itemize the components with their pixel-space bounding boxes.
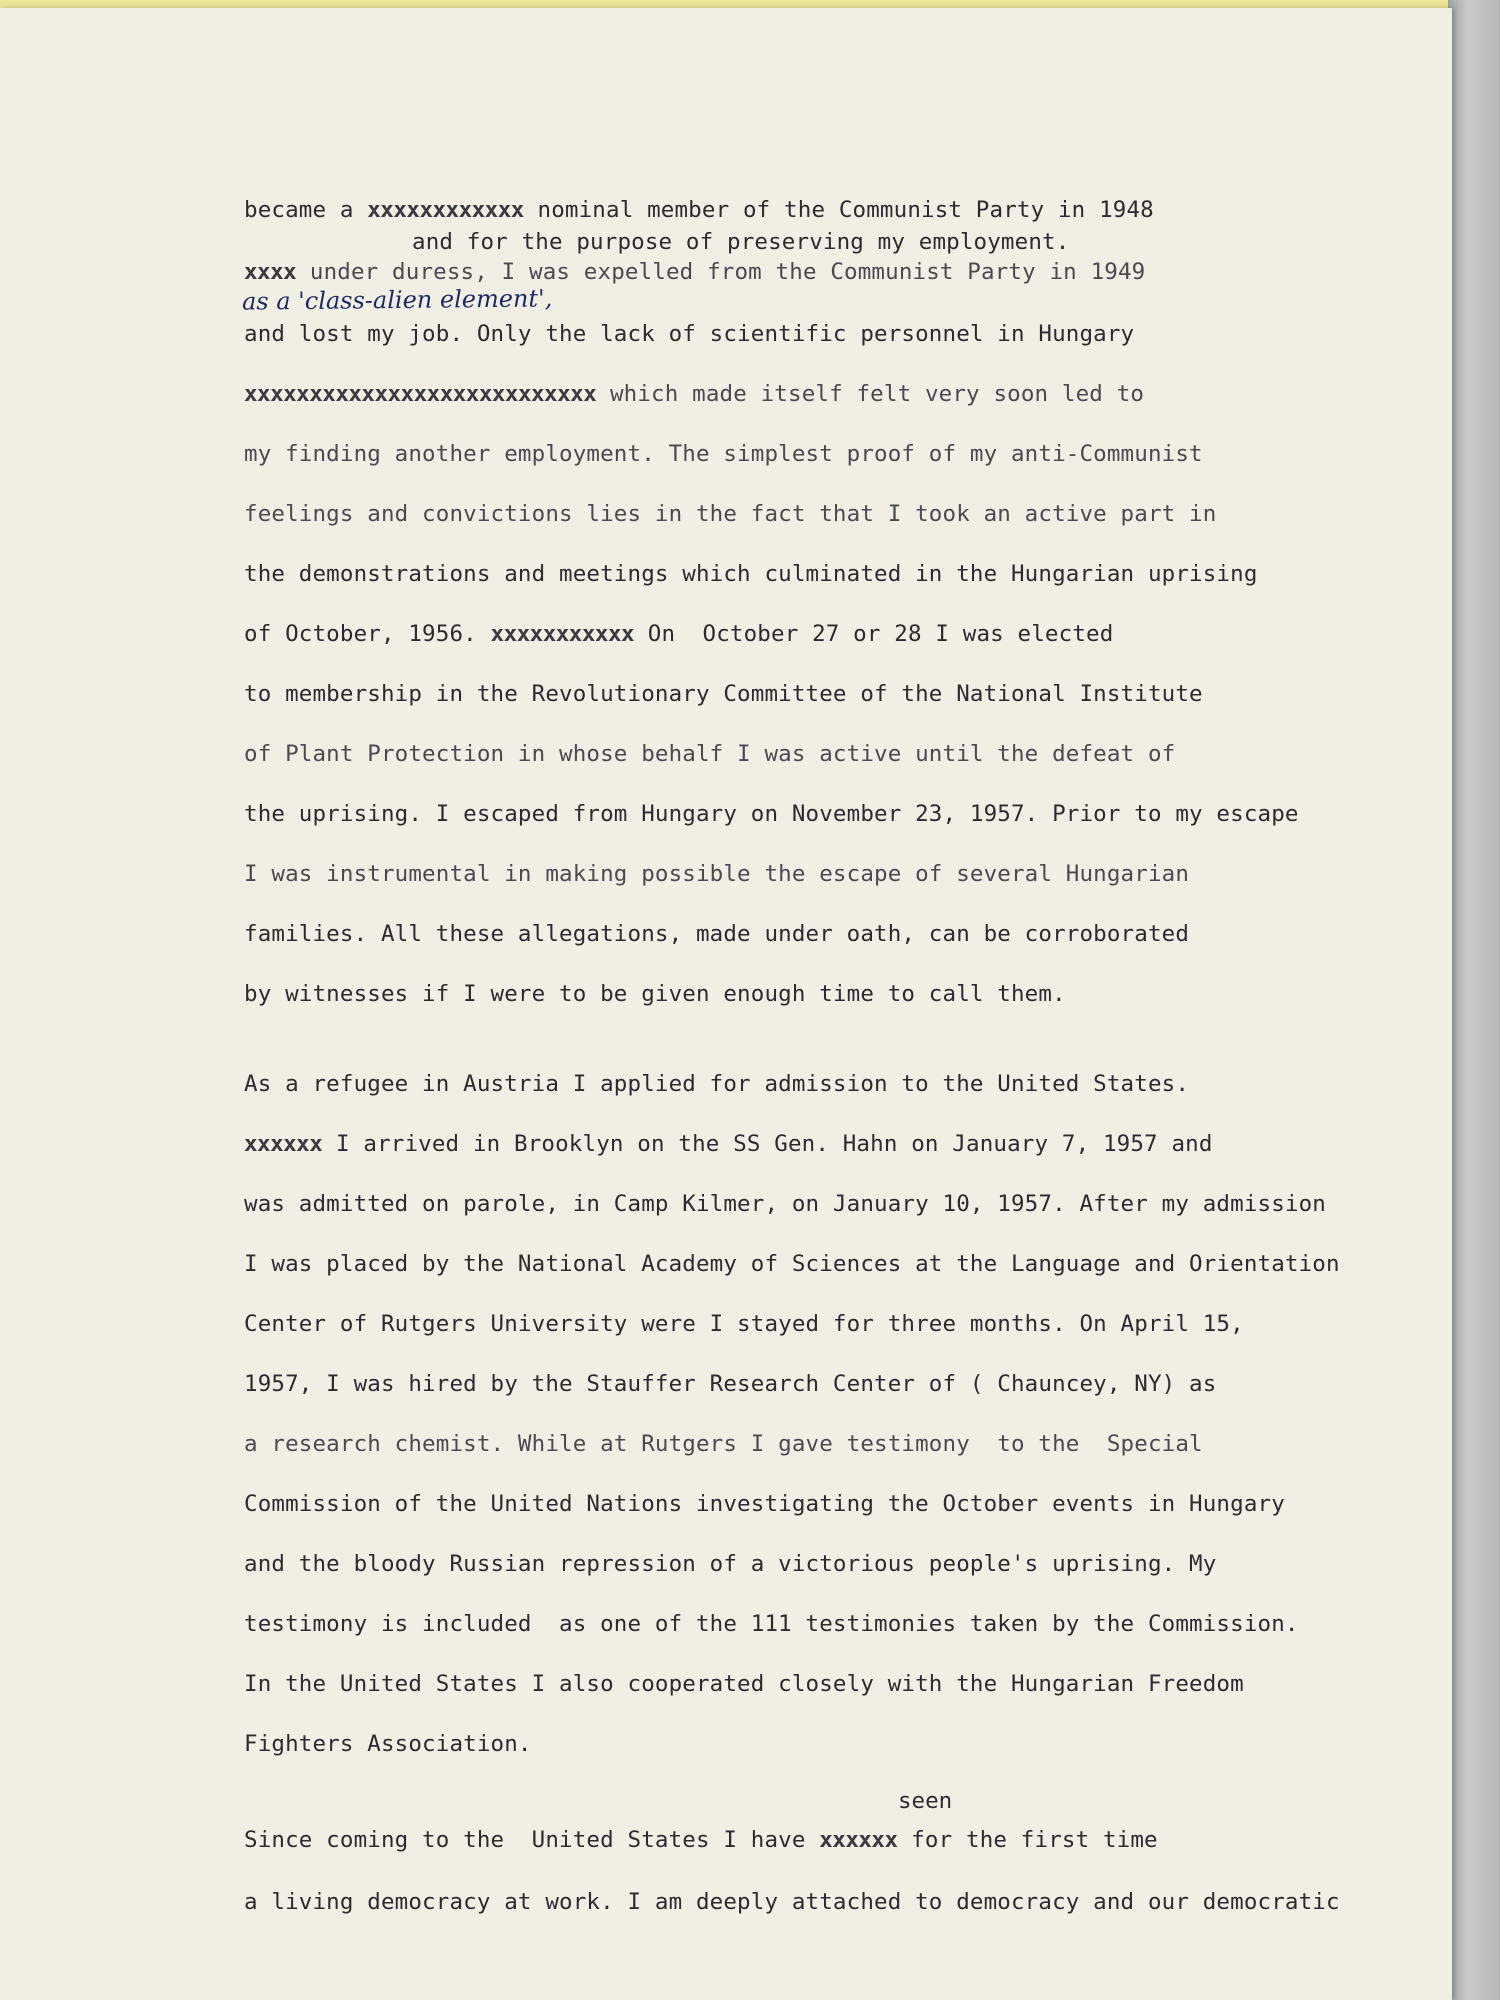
line: my finding another employment. The simplest proof of my anti-Communist	[244, 441, 1203, 467]
line: and for the purpose of preserving my employment.	[412, 229, 1070, 255]
line: families. All these allegations, made under oath, can be corroborated	[244, 921, 1190, 947]
struck-out-text: xxxxxx	[819, 1827, 898, 1853]
line: and lost my job. Only the lack of scientific personnel in Hungary	[244, 321, 1135, 347]
line: of Plant Protection in whose behalf I was active until the defeat of	[244, 741, 1176, 767]
binder-edge	[1448, 0, 1500, 2000]
line: Since coming to the United States I have xxxxxx for the first time	[244, 1827, 1158, 1853]
line: was admitted on parole, in Camp Kilmer, on January 10, 1957. After my admission	[244, 1191, 1326, 1217]
handwritten-note: as a 'class-alien element',	[241, 284, 553, 316]
struck-out-text: xxxxxx	[244, 1131, 323, 1157]
line: a living democracy at work. I am deeply attached to democracy and our democratic	[244, 1889, 1340, 1915]
line: xxxxxxxxxxxxxxxxxxxxxxxxxxx which made itself felt very soon led to	[244, 381, 1145, 407]
line: by witnesses if I were to be given enough time to call them.	[244, 981, 1066, 1007]
struck-out-text: xxxxxxxxxxxx	[367, 197, 524, 223]
line: As a refugee in Austria I applied for admission to the United States.	[244, 1071, 1190, 1097]
typed-insertion: seen	[898, 1788, 953, 1814]
line: became a xxxxxxxxxxxx nominal member of the Communist Party in 1948	[244, 197, 1154, 223]
line: and the bloody Russian repression of a victorious people's uprising. My	[244, 1551, 1217, 1577]
line: Commission of the United Nations investigating the October events in Hungary	[244, 1491, 1285, 1517]
struck-out-text: xxxxxxxxxxx	[490, 621, 635, 647]
line: the uprising. I escaped from Hungary on November 23, 1957. Prior to my escape	[244, 801, 1299, 827]
line: xxxx under duress, I was expelled from the Communist Party in 1949	[244, 259, 1146, 285]
struck-out-text: xxxx	[244, 259, 297, 285]
line: the demonstrations and meetings which culminated in the Hungarian uprising	[244, 561, 1258, 587]
line: I was instrumental in making possible the escape of several Hungarian	[244, 861, 1190, 887]
line: I was placed by the National Academy of Sciences at the Language and Orientation	[244, 1251, 1340, 1277]
line: Fighters Association.	[244, 1731, 532, 1757]
line: xxxxxx I arrived in Brooklyn on the SS Gen. Hahn on January 7, 1957 and	[244, 1131, 1213, 1157]
line: 1957, I was hired by the Stauffer Research Center of ( Chauncey, NY) as	[244, 1371, 1217, 1397]
line: testimony is included as one of the 111 testimonies taken by the Commission.	[244, 1611, 1299, 1637]
typed-page	[0, 8, 1452, 2000]
line: feelings and convictions lies in the fact that I took an active part in	[244, 501, 1217, 527]
line: to membership in the Revolutionary Committee of the National Institute	[244, 681, 1203, 707]
struck-out-text: xxxxxxxxxxxxxxxxxxxxxxxxxxx	[244, 381, 597, 407]
line: In the United States I also cooperated closely with the Hungarian Freedom	[244, 1671, 1244, 1697]
line: a research chemist. While at Rutgers I gave testimony to the Special	[244, 1431, 1203, 1457]
line: of October, 1956. xxxxxxxxxxx On October 27 or 28 I was elected	[244, 621, 1114, 647]
line: Center of Rutgers University were I stayed for three months. On April 15,	[244, 1311, 1244, 1337]
